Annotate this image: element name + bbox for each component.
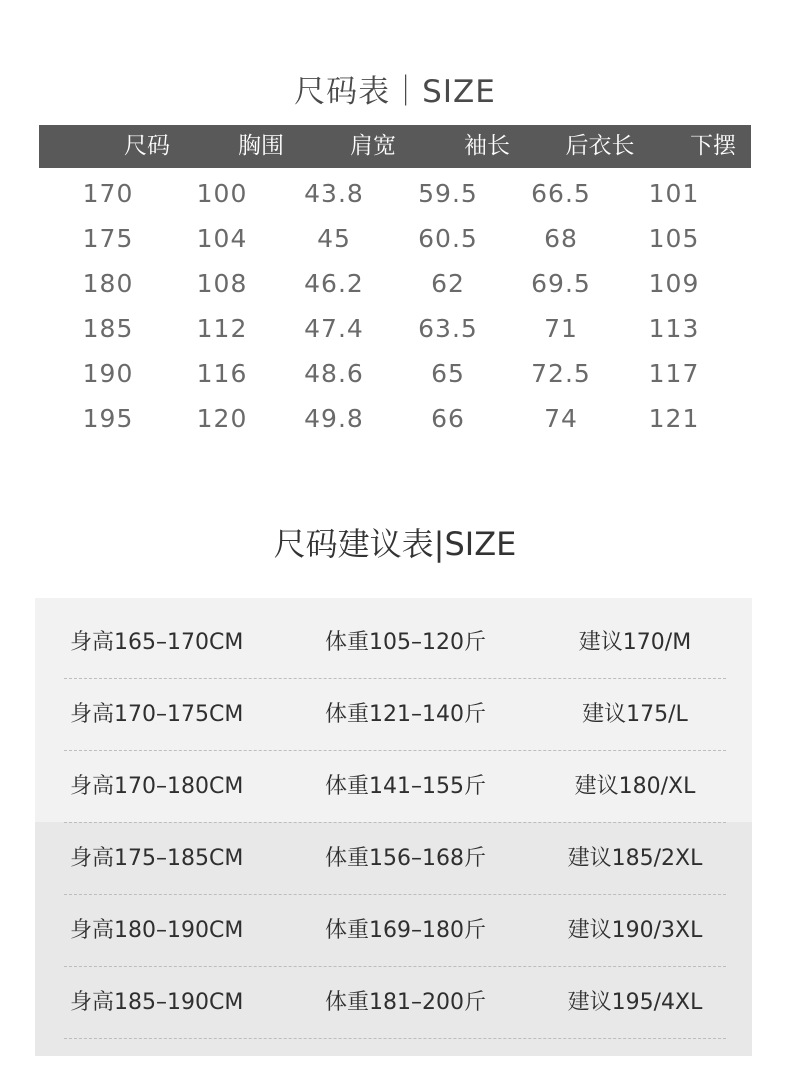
weight-range: 体重121–140斤	[325, 702, 486, 727]
height-range: 身高165–170CM	[70, 630, 244, 655]
header-shoulder: 肩宽	[350, 133, 396, 159]
header-chest: 胸围	[238, 133, 284, 159]
table-cell: 105	[648, 224, 700, 253]
recommendation-title: 尺码建议表|SIZE	[273, 525, 517, 563]
suggested-size: 建议185/2XL	[567, 846, 703, 871]
list-item	[0, 608, 790, 680]
table-cell: 101	[648, 179, 700, 208]
table-cell: 66.5	[531, 179, 591, 208]
table-cell: 66	[431, 404, 465, 433]
table-cell: 45	[317, 224, 351, 253]
table-cell: 100	[196, 179, 248, 208]
table-cell: 59.5	[418, 179, 478, 208]
table-cell: 71	[544, 314, 578, 343]
weight-range: 体重156–168斤	[325, 846, 486, 871]
table-cell: 185	[82, 314, 134, 343]
table-cell: 104	[196, 224, 248, 253]
table-row	[0, 306, 790, 351]
table-cell: 68	[544, 224, 578, 253]
table-cell: 62	[431, 269, 465, 298]
header-sleeve: 袖长	[464, 133, 510, 159]
dashed-divider	[64, 1038, 726, 1039]
dashed-divider	[64, 822, 726, 823]
suggested-size: 建议195/4XL	[567, 990, 703, 1015]
table-cell: 116	[196, 359, 248, 388]
table-cell: 74	[544, 404, 578, 433]
table-cell: 109	[648, 269, 700, 298]
suggested-size: 建议175/L	[582, 702, 688, 727]
height-range: 身高170–175CM	[70, 702, 244, 727]
list-item	[0, 896, 790, 968]
header-size: 尺码	[124, 133, 170, 159]
height-range: 身高170–180CM	[70, 774, 244, 799]
suggested-size: 建议170/M	[578, 630, 692, 655]
size-chart-title: 尺码表｜SIZE	[294, 74, 496, 110]
table-row	[0, 261, 790, 306]
height-range: 身高185–190CM	[70, 990, 244, 1015]
table-cell: 47.4	[304, 314, 364, 343]
header-hem: 下摆	[690, 133, 736, 159]
table-row	[0, 216, 790, 261]
dashed-divider	[64, 894, 726, 895]
dashed-divider	[64, 678, 726, 679]
list-item	[0, 680, 790, 752]
table-cell: 43.8	[304, 179, 364, 208]
table-cell: 117	[648, 359, 700, 388]
header-back-length: 后衣长	[565, 133, 635, 159]
weight-range: 体重105–120斤	[325, 630, 486, 655]
dashed-divider	[64, 966, 726, 967]
table-cell: 121	[648, 404, 700, 433]
weight-range: 体重141–155斤	[325, 774, 486, 799]
suggested-size: 建议190/3XL	[567, 918, 703, 943]
list-item	[0, 824, 790, 896]
table-cell: 63.5	[418, 314, 478, 343]
table-cell: 60.5	[418, 224, 478, 253]
table-cell: 195	[82, 404, 134, 433]
table-cell: 120	[196, 404, 248, 433]
table-cell: 175	[82, 224, 134, 253]
list-item	[0, 752, 790, 824]
table-cell: 65	[431, 359, 465, 388]
height-range: 身高175–185CM	[70, 846, 244, 871]
table-cell: 112	[196, 314, 248, 343]
height-range: 身高180–190CM	[70, 918, 244, 943]
weight-range: 体重181–200斤	[325, 990, 486, 1015]
table-cell: 170	[82, 179, 134, 208]
table-cell: 72.5	[531, 359, 591, 388]
recommendation-list	[0, 608, 790, 1040]
table-row	[0, 171, 790, 216]
table-cell: 49.8	[304, 404, 364, 433]
table-row	[0, 351, 790, 396]
suggested-size: 建议180/XL	[574, 774, 696, 799]
dashed-divider	[64, 750, 726, 751]
size-chart-header	[39, 125, 751, 168]
table-cell: 46.2	[304, 269, 364, 298]
list-item	[0, 968, 790, 1040]
table-cell: 69.5	[531, 269, 591, 298]
table-cell: 113	[648, 314, 700, 343]
table-row	[0, 396, 790, 441]
weight-range: 体重169–180斤	[325, 918, 486, 943]
table-cell: 48.6	[304, 359, 364, 388]
size-chart-body	[0, 171, 790, 441]
table-cell: 108	[196, 269, 248, 298]
table-cell: 190	[82, 359, 134, 388]
table-cell: 180	[82, 269, 134, 298]
